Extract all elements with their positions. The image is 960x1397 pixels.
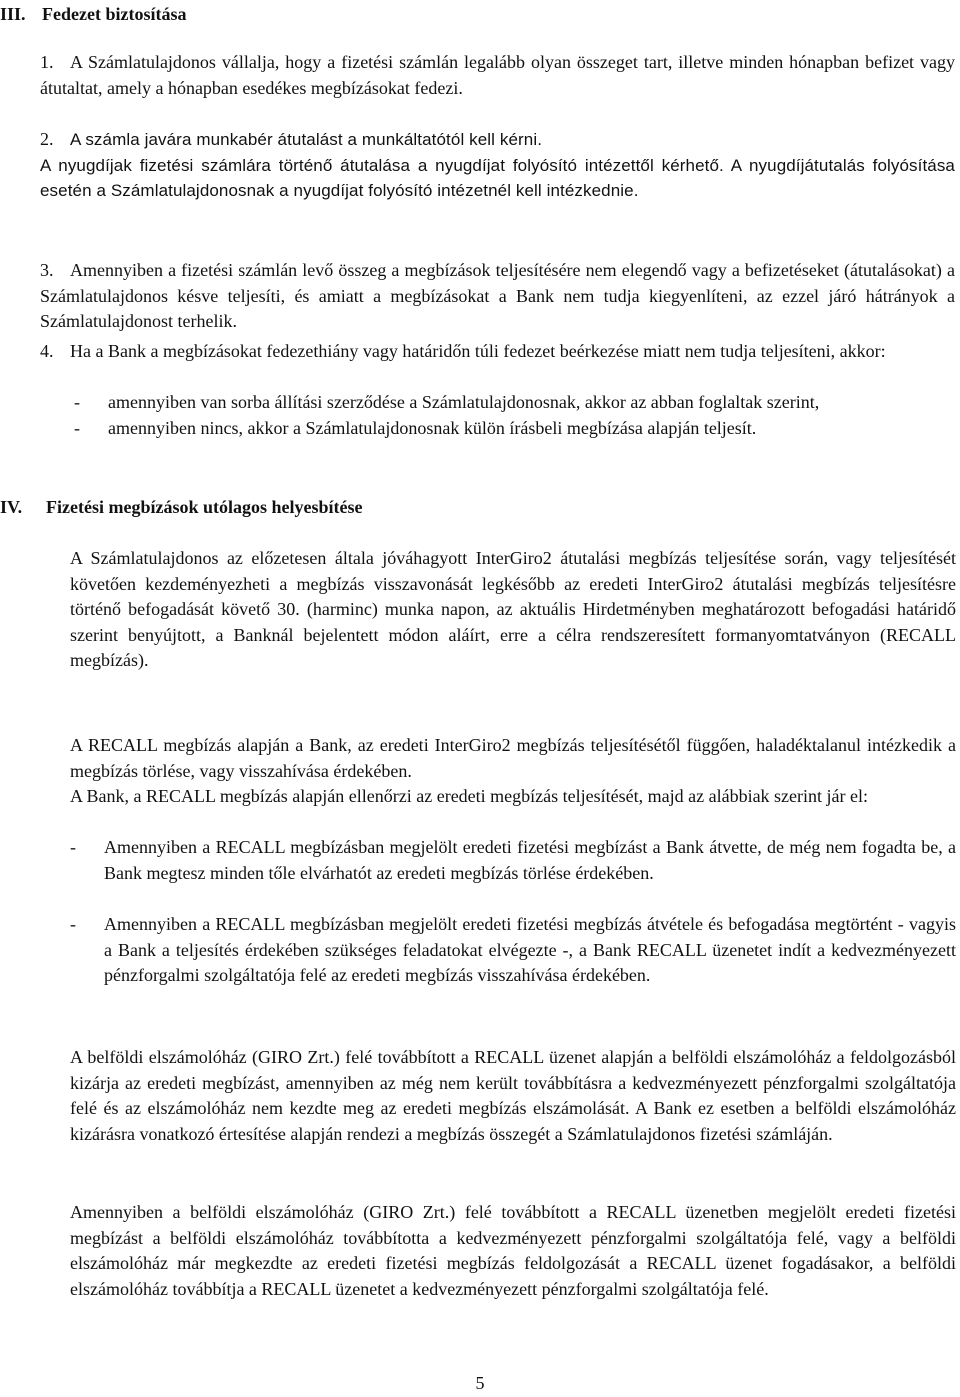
bullet-dash: - <box>70 837 76 857</box>
item-text: A Számlatulajdonos vállalja, hogy a fizetési számlán legalább olyan összeget tart, illetve minden hónapban befizet vagy átutaltat, amely a hónapban esedékes megbízásokat fedezi. <box>40 52 955 98</box>
section-title: Fizetési megbízások utólagos helyesbítése <box>46 497 363 517</box>
section-number: IV. <box>0 497 23 517</box>
bullet-item <box>74 390 955 416</box>
item-number: 2. <box>40 129 54 149</box>
bullet-text: amennyiben nincs, akkor a Számlatulajdonosnak külön írásbeli megbízása alapján teljesít. <box>108 417 757 438</box>
bullet-item <box>74 416 955 442</box>
item-text: Ha a Bank a megbízásokat fedezethiány vagy határidőn túli fedezet beérkezése miatt nem tudja teljesíteni, akkor: <box>70 341 886 361</box>
list-item-2 <box>40 127 955 204</box>
paragraph-3: A Bank, a RECALL megbízás alapján ellenőrzi az eredeti megbízás teljesítését, majd az alábbiak szerint jár el: <box>70 786 869 806</box>
item-text-line2: A nyugdíjak fizetési számlára történő átutalása a nyugdíjat folyósító intézettől kérhető. A nyugdíjátutalás folyósítása esetén a Számlatulajdonosnak a nyugdíjat folyósító intézetnél kell intézkednie. <box>40 155 955 200</box>
section-number: III. <box>0 4 26 24</box>
item-text: Amennyiben a fizetési számlán levő összeg a megbízások teljesítésére nem elegendő vagy a befizetéseket (átutalásokat) a Számlatulajdonos késve teljesíti, és amiatt a megbízásokat a Bank nem tudja kiegyenlíteni, az ezzel járó hátrányok a Számlatulajdonost terhelik. <box>40 260 955 331</box>
section-heading-iv <box>0 495 362 521</box>
bullet-text: Amennyiben a RECALL megbízásban megjelölt eredeti fizetési megbízást a Bank átvette, de még nem fogadta be, a Bank megtesz minden tőle elvárhatót az eredeti megbízás törlése érdekében. <box>104 837 956 883</box>
paragraph-2: A RECALL megbízás alapján a Bank, az eredeti InterGiro2 megbízás teljesítésétől függően, haladéktalanul intézkedik a megbízás törlése, vagy visszahívása érdekében. <box>70 735 956 781</box>
bullet-dash: - <box>74 417 80 438</box>
section-title: Fedezet biztosítása <box>42 4 187 24</box>
item-text-line1: A számla javára munkabér átutalást a munkáltatótól kell kérni. <box>70 130 543 149</box>
item-number: 1. <box>40 52 54 72</box>
paragraph-1: A Számlatulajdonos az előzetesen általa jóváhagyott InterGiro2 átutalási megbízás teljesítése során, vagy teljesítését követően kezdeményezheti a megbízás visszavonását legkésőbb az eredeti InterGiro2 átutalási megbízás teljesítésre történő befogadását követő 30. (harminc) munka napon, az aktuális Hirdetményben meghatározott befogadási határidő szerint benyújtott, a Banknál bejelentett módon aláírt, erre a célra rendszeresített formanyomtatványon (RECALL megbízás). <box>70 548 956 670</box>
bullet-text: amennyiben van sorba állítási szerződése a Számlatulajdonosnak, akkor az abban foglaltak szerint, <box>108 392 820 412</box>
paragraph-4: A belföldi elszámolóház (GIRO Zrt.) felé továbbított a RECALL üzenet alapján a belföldi elszámolóház a feldolgozásból kizárja az eredeti megbízást, amennyiben az még nem került továbbításra a kedvezményezett pénzforgalmi szolgáltatója felé és az elszámolóház nem kezdte meg az eredeti megbízás elszámolását. A Bank ez esetben a belföldi elszámolóház kizárásra vonatkozó értesítése alapján rendezi a megbízás összegét a Számlatulajdonos fizetési számláján. <box>70 1047 956 1144</box>
item-number: 3. <box>40 260 54 280</box>
bullet-dash: - <box>74 392 80 412</box>
section-heading-iii <box>0 2 186 28</box>
page-number: 5 <box>475 1373 485 1393</box>
bullet-dash: - <box>70 914 76 934</box>
paragraph-5: Amennyiben a belföldi elszámolóház (GIRO Zrt.) felé továbbított a RECALL üzenetben megjelölt eredeti fizetési megbízást a belföldi elszámolóház továbbította a kedvezményezett pénzforgalmi szolgáltatója felé, vagy a belföldi elszámolóház már megkezdte az eredeti fizetési megbízás feldolgozását a RECALL üzenet fogadásakor, a belföldi elszámolóház továbbítja a RECALL üzenetet a kedvezményezett pénzforgalmi szolgáltatója felé. <box>70 1202 956 1299</box>
recall-bullet-2 <box>70 912 956 989</box>
bullet-text: Amennyiben a RECALL megbízásban megjelölt eredeti fizetési megbízás átvétele és befogadása megtörtént - vagyis a Bank a teljesítés érdekében szükséges feladatokat elvégezte -, a Bank RECALL üzenetet indít a kedvezményezett pénzforgalmi szolgáltatója felé az eredeti megbízás visszahívása érdekében. <box>104 914 956 985</box>
item-4-bullets <box>74 390 955 441</box>
list-item-4 <box>40 339 955 365</box>
list-item-3 <box>40 258 955 335</box>
item-number: 4. <box>40 341 54 361</box>
list-item-1 <box>40 50 955 101</box>
recall-bullet-1 <box>70 835 956 886</box>
